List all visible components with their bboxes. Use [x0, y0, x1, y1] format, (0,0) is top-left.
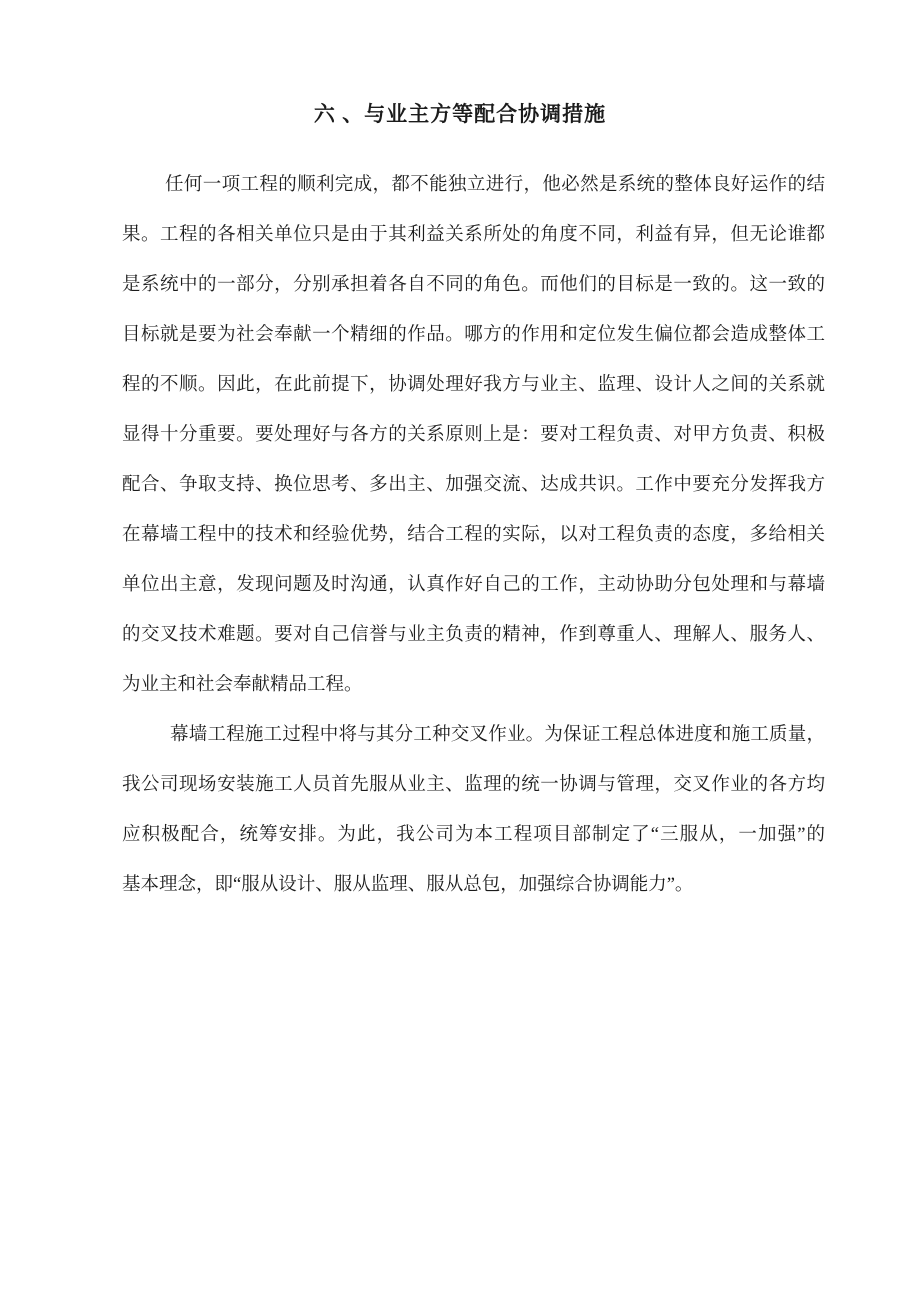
text-line: 显得十分重要。要处理好与各方的关系原则上是：要对工程负责、对甲方负责、积极	[122, 425, 825, 445]
text-line: 任何一项工程的顺利完成，都不能独立进行，他必然是系统的整体良好运作的结	[165, 175, 825, 195]
paragraph-2	[122, 710, 825, 910]
text-line: 单位出主意，发现问题及时沟通，认真作好自己的工作，主动协助分包处理和与幕墙	[122, 575, 825, 595]
text-line: 配合、争取支持、换位思考、多出主、加强交流、达成共识。工作中要充分发挥我方	[122, 475, 825, 495]
text-line: 在幕墙工程中的技术和经验优势，结合工程的实际，以对工程负责的态度，多给相关	[122, 525, 825, 545]
document-body	[122, 160, 825, 910]
text-line: 我公司现场安装施工人员首先服从业主、监理的统一协调与管理，交叉作业的各方均	[122, 775, 825, 795]
text-line: 是系统中的一部分，分别承担着各自不同的角色。而他们的目标是一致的。这一致的	[122, 275, 825, 295]
text-line: 为业主和社会奉献精品工程。	[122, 675, 363, 695]
text-line: 幕墙工程施工过程中将与其分工种交叉作业。为保证工程总体进度和施工质量，	[170, 725, 825, 745]
text-line: 程的不顺。因此，在此前提下，协调处理好我方与业主、监理、设计人之间的关系就	[122, 375, 825, 395]
text-line: 果。工程的各相关单位只是由于其利益关系所处的角度不同，利益有异，但无论谁都	[122, 225, 825, 245]
paragraph-1	[122, 160, 825, 710]
text-line: 目标就是要为社会奉献一个精细的作品。哪方的作用和定位发生偏位都会造成整体工	[122, 325, 825, 345]
text-line: 应积极配合，统筹安排。为此，我公司为本工程项目部制定了“三服从，一加强”的	[122, 825, 825, 845]
document-title: 六 、与业主方等配合协调措施	[313, 102, 607, 126]
text-line: 基本理念，即“服从设计、服从监理、服从总包，加强综合协调能力”。	[122, 875, 694, 895]
text-line: 的交叉技术难题。要对自己信誉与业主负责的精神，作到尊重人、理解人、服务人、	[122, 625, 825, 645]
